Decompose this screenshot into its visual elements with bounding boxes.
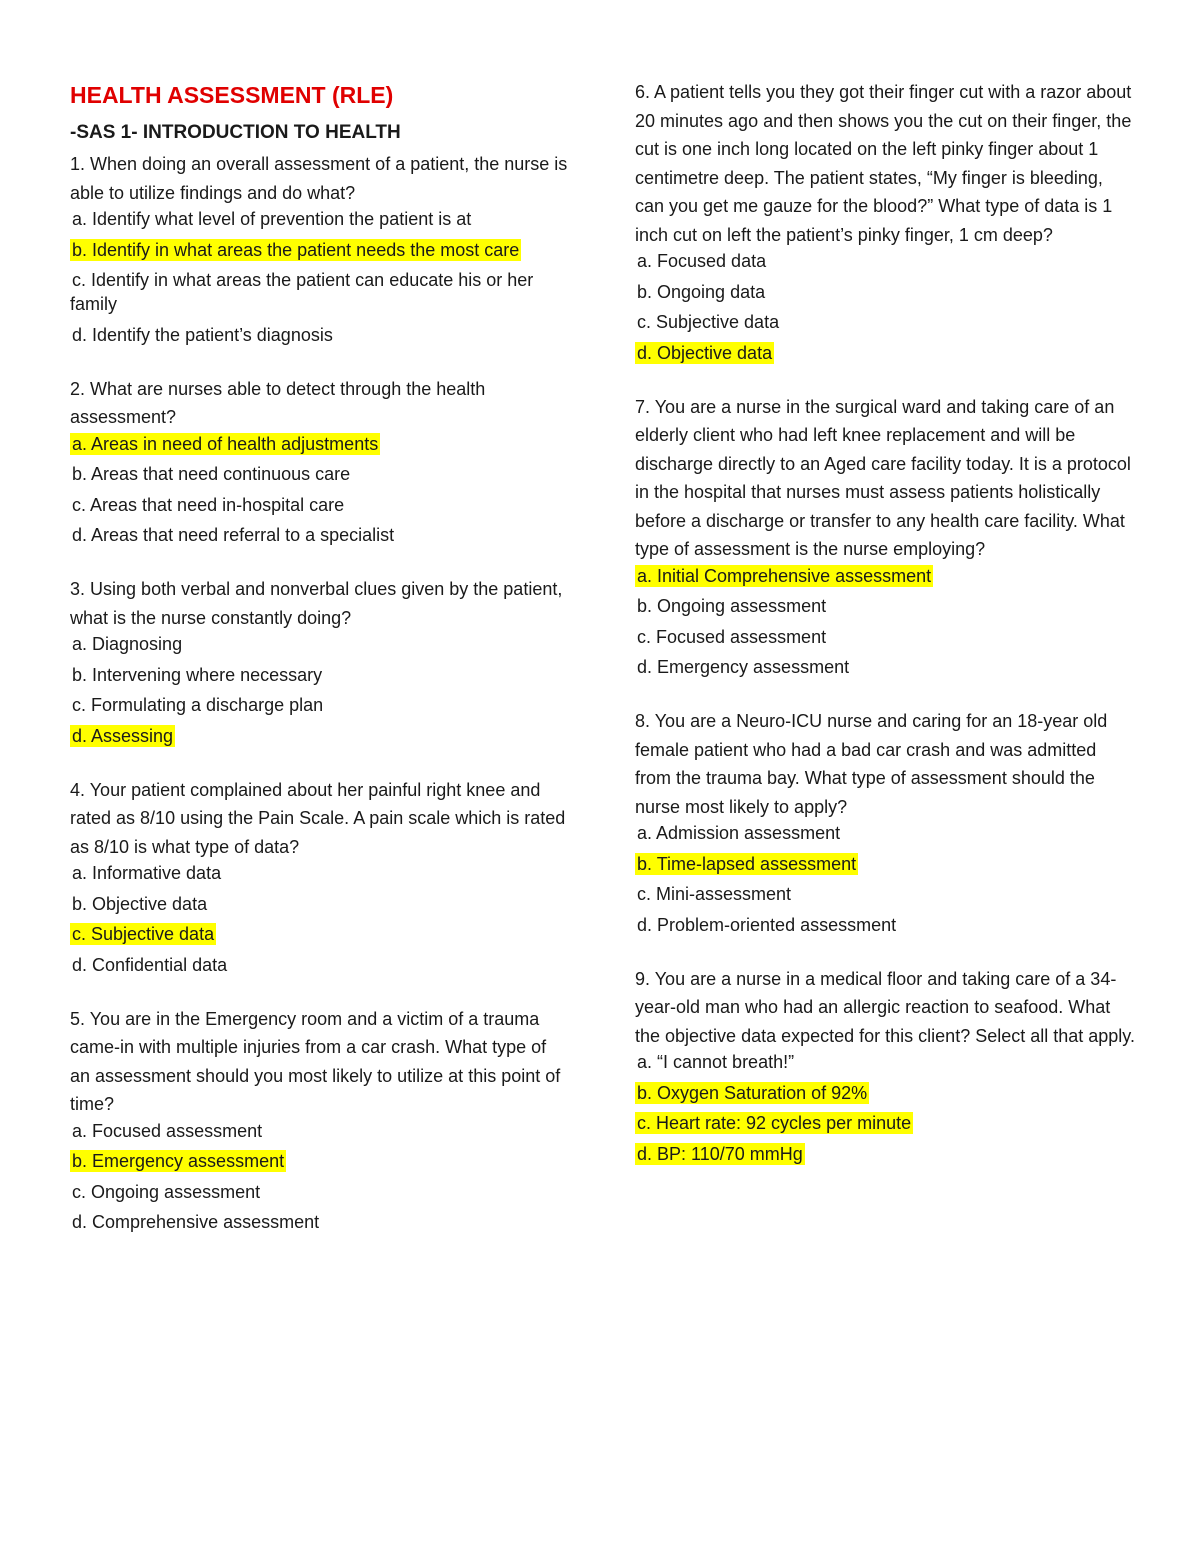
answer-option-text: a. Focused assessment: [72, 1120, 263, 1141]
answer-option: [635, 913, 1135, 937]
question-number: 8.: [635, 711, 651, 731]
answer-option-text: b. Areas that need continuous care: [72, 464, 351, 484]
answer-option-text: a. Admission assessment: [637, 823, 841, 843]
answer-option-text: c. Mini-assessment: [637, 884, 792, 904]
answer-option-text: d. Problem-oriented assessment: [637, 914, 897, 935]
question-3: [70, 575, 570, 748]
answer-option: [70, 462, 570, 486]
question-text: Your patient complained about her painful right knee and rated as 8/10 using the Pain Scale. A pain scale which is rated as 8/10 is what type of data?: [70, 779, 566, 857]
answer-option: [70, 663, 570, 687]
answer-option-text: b. Emergency assessment: [72, 1151, 285, 1171]
question-9: [635, 965, 1135, 1166]
answer-option: [70, 323, 570, 347]
answer-option: [635, 594, 1135, 618]
question-6: [635, 78, 1135, 365]
question-number: 9.: [635, 968, 651, 989]
question-number: 7.: [635, 396, 651, 417]
answer-option-text: d. Assessing: [72, 725, 174, 746]
question-number: 3.: [70, 579, 86, 599]
answer-option-correct: [635, 1081, 1135, 1105]
answer-option: [70, 632, 570, 656]
answer-option-text: b. Time-lapsed assessment: [637, 853, 857, 874]
answer-option: [635, 280, 1135, 304]
answer-option-correct: [70, 432, 570, 456]
question-4: [70, 776, 570, 977]
answer-option-text: a. Initial Comprehensive assessment: [637, 565, 932, 586]
answer-option: [70, 268, 570, 316]
answer-option: [70, 892, 570, 916]
question-text: You are a nurse in the surgical ward and taking care of an elderly client who had left knee replacement and will be discharge directly to an Aged care facility today. It is a protocol in the hospital that nurses must assess patients holistically before a discharge or transfer to any health care facility. What type of assessment is the nurse employing?: [635, 396, 1131, 559]
answer-option-text: c. Formulating a discharge plan: [72, 695, 324, 715]
question-8: [635, 707, 1135, 937]
answer-option: [70, 1119, 570, 1143]
question-stem: [70, 575, 570, 632]
question-stem: [635, 965, 1135, 1051]
right-column: [635, 80, 1135, 1194]
answer-option: [635, 821, 1135, 845]
answer-option-correct: [635, 1142, 1135, 1166]
question-2: [70, 375, 570, 548]
question-7: [635, 393, 1135, 680]
answer-option: [635, 655, 1135, 679]
answer-option: [70, 523, 570, 547]
question-number: 1.: [70, 154, 86, 174]
answer-option-correct: [70, 1149, 570, 1173]
question-stem: [70, 150, 570, 207]
answer-option-text: a. Areas in need of health adjustments: [72, 433, 379, 454]
answer-option-text: c. Identify in what areas the patient can educate his or her family: [70, 270, 534, 314]
answer-option-text: b. Intervening where necessary: [72, 664, 323, 685]
right-question-list: [635, 78, 1135, 1166]
document-title: HEALTH ASSESSMENT (RLE): [70, 82, 394, 108]
answer-option-text: d. Objective data: [637, 342, 773, 363]
question-stem: [70, 1005, 570, 1119]
section-subtitle: -SAS 1- INTRODUCTION TO HEALTH: [70, 122, 401, 143]
question-number: 2.: [70, 378, 86, 399]
question-text: You are a Neuro-ICU nurse and caring for an 18-year old female patient who had a bad car crash and was admitted from the trauma bay. What type of assessment should the nurse most likely to apply?: [635, 711, 1108, 817]
question-stem: [70, 375, 570, 432]
question-text: You are in the Emergency room and a victim of a trauma came-in with multiple injuries from a car crash. What type of an assessment should you most likely to utilize at this point of time?: [70, 1008, 561, 1114]
question-number: 6.: [635, 82, 651, 102]
question-stem: [635, 707, 1135, 821]
question-stem: [70, 776, 570, 862]
answer-option-correct: [70, 724, 570, 748]
answer-option-text: c. Subjective data: [72, 924, 215, 944]
answer-option-correct: [635, 564, 1135, 588]
question-number: 5.: [70, 1008, 86, 1029]
answer-option-text: d. Confidential data: [72, 954, 228, 975]
answer-option: [635, 310, 1135, 334]
answer-option: [70, 953, 570, 977]
answer-option-correct: [635, 341, 1135, 365]
answer-option-text: c. Areas that need in-hospital care: [72, 494, 345, 515]
answer-option-text: c. Ongoing assessment: [72, 1181, 261, 1202]
question-1: [70, 150, 570, 347]
question-text: When doing an overall assessment of a patient, the nurse is able to utilize findings and do what?: [70, 154, 568, 203]
answer-option: [70, 861, 570, 885]
left-question-list: [70, 150, 570, 1234]
answer-option-text: a. “I cannot breath!”: [637, 1052, 795, 1072]
answer-option-text: d. Comprehensive assessment: [72, 1212, 320, 1232]
answer-option-text: b. Identify in what areas the patient needs the most care: [72, 239, 520, 260]
answer-option: [635, 1050, 1135, 1074]
answer-option-text: b. Ongoing assessment: [637, 596, 827, 616]
question-text: Using both verbal and nonverbal clues given by the patient, what is the nurse constantly doing?: [70, 579, 563, 628]
question-number: 4.: [70, 779, 86, 800]
answer-option: [635, 249, 1135, 273]
answer-option-correct: [635, 852, 1135, 876]
answer-option: [70, 1210, 570, 1234]
answer-option: [635, 625, 1135, 649]
answer-option-text: c. Subjective data: [637, 312, 780, 332]
answer-option-text: d. Areas that need referral to a specialist: [72, 525, 395, 545]
question-text: What are nurses able to detect through the health assessment?: [70, 378, 486, 427]
answer-option-text: a. Identify what level of prevention the patient is at: [72, 209, 472, 229]
answer-option-text: c. Heart rate: 92 cycles per minute: [637, 1113, 912, 1133]
answer-option-text: a. Focused data: [637, 251, 767, 271]
answer-option: [70, 207, 570, 231]
answer-option-text: b. Ongoing data: [637, 281, 766, 302]
answer-option: [70, 693, 570, 717]
answer-option-text: d. Emergency assessment: [637, 657, 850, 677]
answer-option-correct: [635, 1111, 1135, 1135]
answer-option-text: a. Diagnosing: [72, 634, 183, 654]
question-5: [70, 1005, 570, 1235]
answer-option: [635, 882, 1135, 906]
answer-option-text: c. Focused assessment: [637, 626, 827, 647]
answer-option: [70, 1180, 570, 1204]
answer-option-correct: [70, 922, 570, 946]
answer-option-text: b. Oxygen Saturation of 92%: [637, 1082, 868, 1103]
question-text: A patient tells you they got their finger cut with a razor about 20 minutes ago and then shows you the cut on their finger, the cut is one inch long located on the left pinky finger about 1 centimetre deep. The patient states, “My finger is bleeding, can you get me gauze for the blood?” What type of data is 1 inch cut on left the patient’s pinky finger, 1 cm deep?: [635, 82, 1132, 245]
answer-option-text: a. Informative data: [72, 863, 222, 883]
answer-option: [70, 493, 570, 517]
answer-option-text: d. BP: 110/70 mmHg: [637, 1143, 803, 1164]
left-column: [70, 80, 570, 1262]
answer-option-text: b. Objective data: [72, 893, 208, 914]
question-stem: [635, 78, 1135, 249]
question-stem: [635, 393, 1135, 564]
question-text: You are a nurse in a medical floor and taking care of a 34-year-old man who had an allergic reaction to seafood. What the objective data expected for this client? Select all that apply.: [635, 968, 1135, 1046]
answer-option-correct: [70, 238, 570, 262]
answer-option-text: d. Identify the patient’s diagnosis: [72, 324, 333, 345]
